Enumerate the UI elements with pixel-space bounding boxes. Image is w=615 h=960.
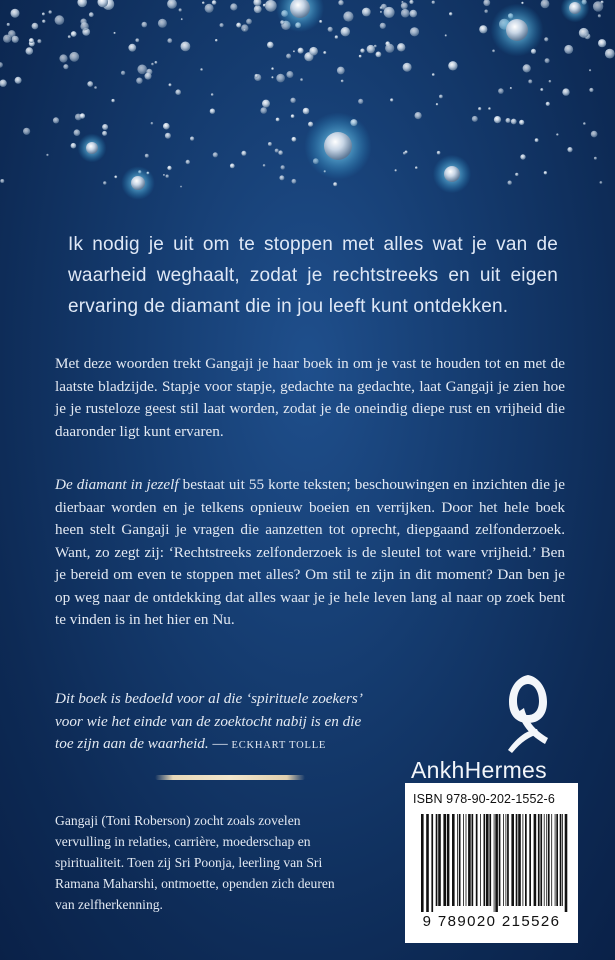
diamond-large [324,132,352,160]
diamond-sparkle [445,34,447,36]
diamond-sparkle [0,62,3,68]
diamond-sparkle [114,176,117,179]
diamond-sparkle [376,52,382,58]
diamond-sparkle [562,88,569,95]
diamond-sparkle [263,4,266,7]
diamond-sparkle [360,49,364,53]
diamond-sparkle [276,74,285,83]
diamond-sparkle [439,95,443,99]
diamond-sparkle [545,58,550,63]
diamond-sparkle [111,99,114,102]
diamond-sparkle [403,63,412,72]
diamond-sparkle [121,71,125,75]
diamond-sparkle [151,63,154,66]
diamond-sparkle [145,154,149,158]
barcode-bar [447,814,450,906]
diamond-sparkle [290,98,295,103]
diamond-sparkle [521,2,523,4]
barcode-bar [495,814,498,912]
diamond-sparkle [300,78,303,81]
barcode-bar [476,814,478,906]
barcode-bar [463,814,464,906]
diamond-sparkle [213,152,218,157]
diamond-sparkle [589,88,593,92]
diamond-sparkle [0,80,7,87]
barcode-bar [459,814,461,906]
barcode-bars [419,814,569,912]
barcode-bar [426,814,429,912]
isbn-barcode-panel [405,783,578,943]
diamond-sparkle [338,0,343,5]
diamond-sparkle [267,42,274,49]
diamond-sparkle [432,1,435,4]
diamond-sparkle [29,38,34,43]
diamond-sparkle [403,152,406,155]
diamond-sparkle [515,173,518,176]
diamond-sparkle [151,122,154,125]
barcode-digits: 9 789020 215526 [422,913,561,930]
diamond-sparkle [291,114,295,118]
diamond-sparkle [309,47,318,56]
barcode-bar [452,814,455,906]
diamond-sparkle [276,118,280,122]
diamond-sparkle [167,166,171,170]
diamond-sparkle [293,50,295,52]
diamond-sparkle [341,27,350,36]
barcode-bar [548,814,550,906]
diamond-large [569,2,581,14]
diamond-sparkle [303,108,310,115]
barcode-bar [431,814,433,912]
barcode-bar [516,814,518,906]
diamond-sparkle [114,32,116,34]
diamond-sparkle [335,35,338,38]
barcode-bar [466,814,467,906]
diamond-sparkle [179,8,182,11]
barcode-bar [443,814,446,906]
barcode-bar [506,814,507,906]
diamond-sparkle [275,149,279,153]
diamond-sparkle [359,55,362,58]
diamond-sparkle [0,179,4,183]
diamond-sparkle [286,54,291,59]
endorsement-quote [55,688,375,758]
barcode-bar [484,814,486,906]
diamond-sparkle [483,0,490,6]
endorsement-author: ECKHART TOLLE [231,740,327,751]
barcode-bar [525,814,527,906]
diamond-sparkle [175,89,181,95]
description-paragraph-2-text: bestaat uit 55 korte teksten; beschouwingen en inzichten die je dierbaar worden en je telkens opnieuw boeien en verrijken. Door het hele boek heen stelt Gangaji je vragen die aanzetten tot oprecht, diepgaand zelfonderzoek. Want, zo zegt zij: ‘Rechtstreeks zelfonderzoek is de sleutel tot ware vrijheid.’ Ben je bereid om even te stoppen met alles? Om stil te zijn in dit moment? Dan ben je op weg naar de ontdekking dat alles waar je je hele leven lang al naar op zoek bent te vinden is in het hier en Nu. [55,476,565,628]
diamond-sparkle [37,39,41,43]
diamond-sparkle [472,116,478,122]
author-bio: Gangaji (Toni Roberson) zocht zoals zovelen vervulling in relaties, carrière, moederschap en spiritualiteit. Toen zij Sri Poonja, leerling van Sri Ramana Maharshi, ontmoette, openden zich deuren van zelfherkenning. [55,813,335,912]
isbn-label: ISBN 978-90-202-1552-6 [413,792,555,806]
publisher-name: AnkhHermes [411,757,547,783]
diamond-sparkle [260,107,267,114]
diamond-sparkle [390,98,393,101]
diamond-sparkle [211,93,214,96]
diamond-sparkle [190,137,194,141]
barcode-bar [523,814,524,906]
barcode-bar [538,814,540,906]
diamond-sparkle [241,24,248,31]
diamond-sparkle [212,0,217,5]
diamond-sparkle [200,68,203,71]
diamond-sparkle [540,88,543,91]
diamond-sparkle [520,154,525,159]
diamond-sparkle [155,61,158,64]
diamond-sparkle [102,124,108,130]
diamond-sparkle [598,14,601,17]
diamond-sparkle [68,35,71,38]
diamond-sparkle [137,65,147,75]
barcode-bar [518,814,521,906]
barcode-bar [555,814,556,906]
diamond-sparkle [546,102,550,106]
barcode-bar [494,814,495,912]
diamond-sparkle [591,131,598,138]
diamond-sparkle [523,64,531,72]
barcode-bar [468,814,471,906]
diamond-sparkle [341,80,344,83]
diamond-sparkle [362,8,371,17]
diamond-sparkle [380,11,382,13]
diamond-sparkle [103,181,106,184]
diamond-sparkle [163,174,165,176]
barcode-bar [551,814,552,906]
barcode-bar [560,814,562,906]
diamond-sparkle [230,164,235,169]
diamond-sparkle [11,9,20,18]
diamond-sparkle [142,22,148,28]
diamond-sparkle [7,23,10,26]
diamond-sparkle [380,6,383,9]
diamond-large [506,19,528,41]
barcode-bar [436,814,438,906]
diamond-sparkle [598,39,606,47]
description-paragraph-1: Met deze woorden trekt Gangaji je haar boek in om je vast te houden tot en met de laatste bladzijde. Stapje voor stapje, gedachte na gedachte, laat Gangaji je zien hoe je je rusteloze geest stil laat worden, zodat je de oneindig diepe rust en vrijheid die daaronder ligt kunt ervaren. [55,355,565,440]
diamond-sparkle [415,112,422,119]
diamond-sparkle [181,42,191,52]
diamond-sparkle [541,0,550,8]
diamond-sparkle [241,151,246,156]
diamond-sparkle [292,179,297,184]
diamond-sparkle [163,123,170,130]
diamond-sparkle [448,61,457,70]
barcode-bar [540,814,542,906]
diamond-sparkle [265,0,277,12]
diamond-sparkle [409,0,413,4]
diamond-sparkle [508,181,512,185]
endorsement-separator: — [208,735,232,752]
diamond-sparkle [102,131,107,136]
diamond-sparkle [401,2,408,9]
diamond-sparkle [484,10,488,14]
diamond-sparkle [432,73,435,76]
diamond-sparkle [71,143,77,149]
diamond-sparkle [205,4,214,13]
barcode-bar [457,814,458,906]
diamond-sparkle [506,118,511,123]
diamond-sparkle [169,83,172,86]
diamond-sparkle [167,38,172,43]
diamond-sparkle [32,23,39,30]
diamond-sparkle [253,0,261,6]
diamond-sparkle [278,150,283,155]
diamond-sparkle [564,45,573,54]
diamond-sparkle [128,44,136,52]
barcode-bar [546,814,547,906]
barcode-bar [480,814,481,906]
diamond-sparkle [594,157,597,160]
diamond-sparkle [263,164,266,167]
diamond-sparkle [549,80,552,83]
diamond-sparkle [600,181,603,184]
diamond-sparkle [49,10,52,13]
diamond-sparkle [567,147,572,152]
diamond-sparkle [544,37,548,41]
diamond-sparkle [26,47,34,55]
diamond-sparkle [410,10,418,18]
diamond-sparkle [246,19,252,25]
diamond-sparkle [384,7,395,18]
diamond-sparkle [230,3,237,10]
diamond-sparkle [395,169,397,171]
barcode-bar [565,814,568,912]
barcode-bar [499,814,501,906]
diamond-sparkle [77,0,87,7]
book-title-italic: De diamant in jezelf [55,476,179,493]
diamond-large [444,166,460,182]
diamond-sparkle [292,137,297,142]
barcode-bar [421,814,424,912]
barcode-bar [544,814,545,906]
barcode-bar [486,814,489,906]
diamond-sparkle [271,76,273,78]
diamond-sparkle [180,186,182,188]
barcode-bar [503,814,504,906]
description-paragraph-2 [55,474,565,632]
diamond-sparkle [80,22,88,30]
diamond-sparkles-decoration [0,0,615,200]
diamond-sparkle [74,129,81,136]
diamond-sparkle [181,18,183,20]
diamond-sparkle [479,25,487,33]
diamond-sparkle [42,13,45,16]
diamond-sparkle [42,20,45,23]
diamond-sparkle [166,175,169,178]
intro-quote: Ik nodig je uit om te stoppen met alles wat je van de waarheid weghaalt, zodat je rechtstreeks en uit eigen ervaring de diamant die in jou leeft kunt ontdekken. [68,234,558,317]
diamond-sparkle [410,27,419,36]
diamond-sparkle [605,49,615,59]
diamond-sparkle [298,48,304,54]
diamond-sparkle [80,113,85,118]
diamond-sparkle [53,117,59,123]
diamond-sparkle [544,171,547,174]
diamond-sparkle [488,107,491,110]
diamond-sparkle [374,45,377,48]
diamond-sparkle [333,182,337,186]
barcode-bar [489,814,491,906]
diamond-large [86,142,98,154]
diamond-sparkle [286,71,293,78]
endorsement-text: Dit boek is bedoeld voor al die ‘spirituele zoekers’ voor wie het einde van de zoektocht nabij is en die toe zijn aan de waarheid. [55,690,362,752]
barcode-bar [556,814,558,906]
diamond-sparkle [236,23,241,28]
barcode-bar [562,814,563,906]
diamond-sparkle [415,166,418,169]
diamond-sparkle [55,15,65,25]
diamond-sparkle [71,31,77,37]
diamond-sparkle [498,88,504,94]
diamond-sparkle [69,52,79,62]
diamond-sparkle [492,50,495,53]
diamond-sparkle [165,133,171,139]
diamond-sparkle [528,80,532,84]
diamond-sparkle [511,119,517,125]
diamond-sparkle [328,27,333,32]
diamond-sparkle [535,138,539,142]
diamond-sparkle [436,103,438,105]
diamond-sparkle [589,69,591,71]
diamond-sparkle [254,5,262,13]
diamond-sparkle [583,122,586,125]
diamond-sparkle [401,9,410,18]
diamond-sparkle [136,78,142,84]
diamond-sparkle [158,19,167,28]
diamond-sparkle [478,107,481,110]
diamond-sparkle [23,128,30,135]
diamond-sparkle [63,64,68,69]
diamond-sparkle [186,160,190,164]
barcode-bar [511,814,514,906]
diamond-sparkle [89,12,94,17]
barcode-bar [529,814,531,906]
diamond-sparkle [279,175,284,180]
diamond-sparkle [220,23,224,27]
diamond-sparkle [268,142,272,146]
diamond-sparkle [46,154,48,156]
diamond-sparkle [3,35,11,43]
diamond-sparkle [556,133,558,135]
barcode-bar [472,814,474,906]
barcode-bar [534,814,537,906]
diamond-sparkle [59,54,67,62]
diamond-sparkle [323,51,326,54]
diamond-sparkle [593,1,603,11]
diamond-sparkle [579,28,589,38]
diamond-sparkle [167,0,177,9]
diamond-sparkle [262,100,270,108]
ankh-hermes-logo-icon [503,672,553,754]
diamond-sparkle [12,36,19,43]
diamond-sparkle [510,87,512,89]
barcode-bar [438,814,441,906]
diamond-sparkle [401,1,403,3]
diamond-sparkle [271,67,274,70]
diamond-sparkle [343,11,353,21]
diamond-large [131,176,145,190]
diamond-sparkle [215,39,218,42]
diamond-sparkle [437,151,441,155]
diamond-sparkle [397,43,405,51]
diamond-sparkle [210,109,215,114]
diamond-sparkle [202,2,205,5]
diamond-sparkle [367,45,375,53]
diamond-sparkle [281,165,285,169]
diamond-sparkle [145,73,152,80]
diamond-sparkle [87,81,93,87]
diamond-sparkle [449,12,452,15]
diamond-sparkle [358,99,363,104]
diamond-sparkle [135,38,139,42]
brush-stroke-divider [155,775,305,780]
barcode-bar [507,814,509,906]
diamond-sparkle [519,120,524,125]
diamond-sparkle [94,86,97,89]
diamond-sparkle [494,116,501,123]
diamond-sparkle [255,74,259,78]
diamond-sparkle [337,67,345,75]
diamond-sparkle [380,23,386,29]
diamond-sparkle [15,77,22,84]
diamond-sparkle [385,44,394,53]
